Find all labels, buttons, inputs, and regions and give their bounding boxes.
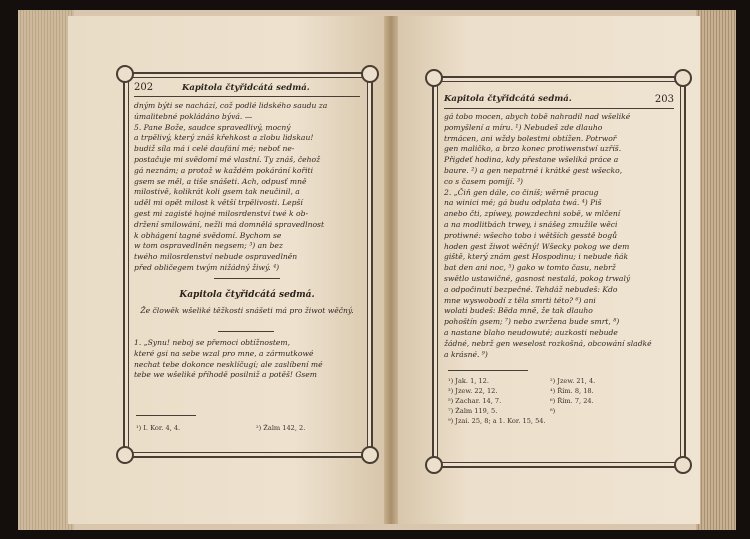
left-footnote-2: ²) Žalm 142, 2. [256,424,306,432]
text-line: gsem se měl, a tiše snášeti. Ach, odpusť mně [134,176,307,186]
text-line: gest mi zagisté hojné milosrdenství twé k ob- [134,208,309,218]
text-line: hoden gest žiwot wěčný! Wšecky pokog we dem [444,241,630,251]
right-page-number: 203 [654,94,674,105]
text-line: na winici mé; gá budu odplata twá. ⁴) Piš [444,198,602,208]
text-line: ⁵) Zachar. 14, 7. [448,397,502,405]
text-line: ⁶) Řím. 7, 24. [550,397,594,405]
text-line: úmalitebné pokládáno bývá. — [134,111,253,121]
text-line: ⁷) Žalm 119, 5. [448,407,498,415]
text-line: gá tobo mocen, abych tobě nahradil nad wšeliké [444,112,631,121]
right-running-head: Kapitola čtyřidcátá sedmá. [444,94,572,104]
open-book [18,10,736,530]
text-line: Přigdeť hodina, kdy přestane wšeliká práce a [444,155,619,165]
text-line: ⁴) Řím. 8, 18. [550,387,594,395]
text-line: a krásné. ⁹) [444,349,488,359]
text-line: w tom ospravedlněn negsem; ³) an bez [134,241,283,251]
frame-corner-ornament [674,69,692,87]
text-line: před obličegem twým nižádný žiwý. ⁴) [134,262,280,272]
text-line: protiwné: wšecho tobo i wětších gesstě bogů [444,230,617,240]
text-line: k obhágení tagné svědomí. Bychom se [134,230,282,240]
text-line: mne wyswobodí z těla smrti této? ⁶) ani [444,295,596,305]
text-line: giště, který znám gest Hospodinu; i nebude ňák [444,252,629,262]
frame-corner-ornament [361,65,379,83]
text-line: tebe we wšeliké příhodě posilniž a potěš! Gsem [134,370,317,380]
text-line: dným býti se nachází, což podlé lidského saudu za [134,101,328,110]
left-page-header [134,82,360,93]
right-page-header [444,94,674,104]
text-line: 5. Pane Bože, saudce spravedlivý, mocný [134,122,291,132]
left-body-text-bottom [134,338,362,381]
text-line: trmácen, ani wždy bolestmi obtížen. Potrwoř [444,133,617,143]
text-line: žádné, nebrž gen weselost rozkošná, obcowání sladké [444,338,652,348]
frame-corner-ornament [361,446,379,464]
text-line: držení smilowání, nežli má domnělá spravedlnost [134,219,325,229]
page-edges-left [18,10,74,530]
text-line: 1. „Synu! neboj se přemoci obtížnostem, [134,338,291,347]
text-line: a nastane blaho neudowuté; auzkosti nebude [444,327,618,337]
chapter-title: Kapitola čtyřidcátá sedmá. [179,290,315,300]
header-rule [134,96,360,97]
left-page-number: 202 [134,82,154,93]
frame-corner-ornament [116,65,134,83]
frame-corner-ornament [425,69,443,87]
book-gutter [384,16,398,524]
text-line: postačuje mi svědomí mé vlastní. Ty znáš, čehož [134,154,321,164]
subtitle-rule [218,331,274,332]
text-line: pohoštín gsem; ⁷) nebo zwržena bude smrt, ⁸) [444,317,620,327]
left-body-text-top [134,101,362,274]
text-line: ²) Jzew. 21, 4. [550,377,596,385]
text-line: uděl mi opět milost k větší trpělivosti. Lepší [134,198,303,208]
text-line: a odpočinutí bezpečné. Tehdáž nebudeš: Kdo [444,284,618,294]
text-line: wolati budeš: Běda mně, že tak dlauho [444,306,593,316]
text-line: budiž síla má i celé daufání mé; neboť ne- [134,144,295,154]
frame-corner-ornament [116,446,134,464]
text-line: a na modlitbách trwey, i snášeg zmužile wěci [444,219,618,229]
text-line: bat den ani noc, ⁵) gako w tomto času, nebrž [444,263,616,273]
text-line: pomyšlení a míru. ¹) Nebudeš zde dlauho [444,122,603,132]
frame-corner-ornament [674,456,692,474]
text-line: twého milosrdenství nebude ospravedlněn [134,252,298,262]
text-line: gen maličko, a brzo konec protiwenstwí uzříš. [444,144,622,154]
chapter-subtitle: Že člowěk wšeliké těžkosti snášeti má pro žiwot wěčný. [140,306,354,315]
text-line: swětlo ustawičné, gasnost nestalá, pokog trwalý [444,273,631,283]
text-line: gá neznám; a protož w každém pokárání kořiti [134,165,313,175]
text-line: nechat tebe dokonce nesklíčugí; ale zaslíbení mé [134,359,323,369]
footnote-rule [136,415,196,416]
chapter-divider [214,278,280,279]
right-footnotes-col1 [448,376,546,426]
frame-corner-ornament [425,456,443,474]
text-line: ³) Jzew. 22, 12. [448,387,498,395]
text-line: co s časem pomíjí. ³) [444,176,524,186]
text-line: baure. ²) a gen nepatrné i krátké gest wšecko, [444,165,623,175]
text-line: 2. „Čiň gen dále, co činíš; wěrně pracug [444,187,599,197]
right-footnotes-col2 [550,376,595,416]
text-line: milostivě, kolikrát koli gsem tak neučinil, a [134,187,300,197]
footnote-rule [448,370,528,371]
header-rule [444,108,674,109]
text-line: které gsi na sebe wzal pro mne, a zármutkowé [134,348,314,358]
text-line: a trpělivý, který znáš křehkost a zlobu lidskau! [134,133,314,143]
text-line: ⁸) [550,407,556,415]
text-line: ¹) Jak. 1, 12. [448,377,489,385]
page-edges-right [696,10,736,530]
text-line: anebo čti, zpíwey, powzdechni sobě, w mlčení [444,209,621,219]
text-line: ⁹) Jzai. 25, 8; a 1. Kor. 15, 54. [448,417,546,425]
left-running-head: Kapitola čtyřidcátá sedmá. [181,83,310,93]
right-body-text [444,112,674,360]
left-footnote-1: ¹) I. Kor. 4, 4. [136,424,181,432]
